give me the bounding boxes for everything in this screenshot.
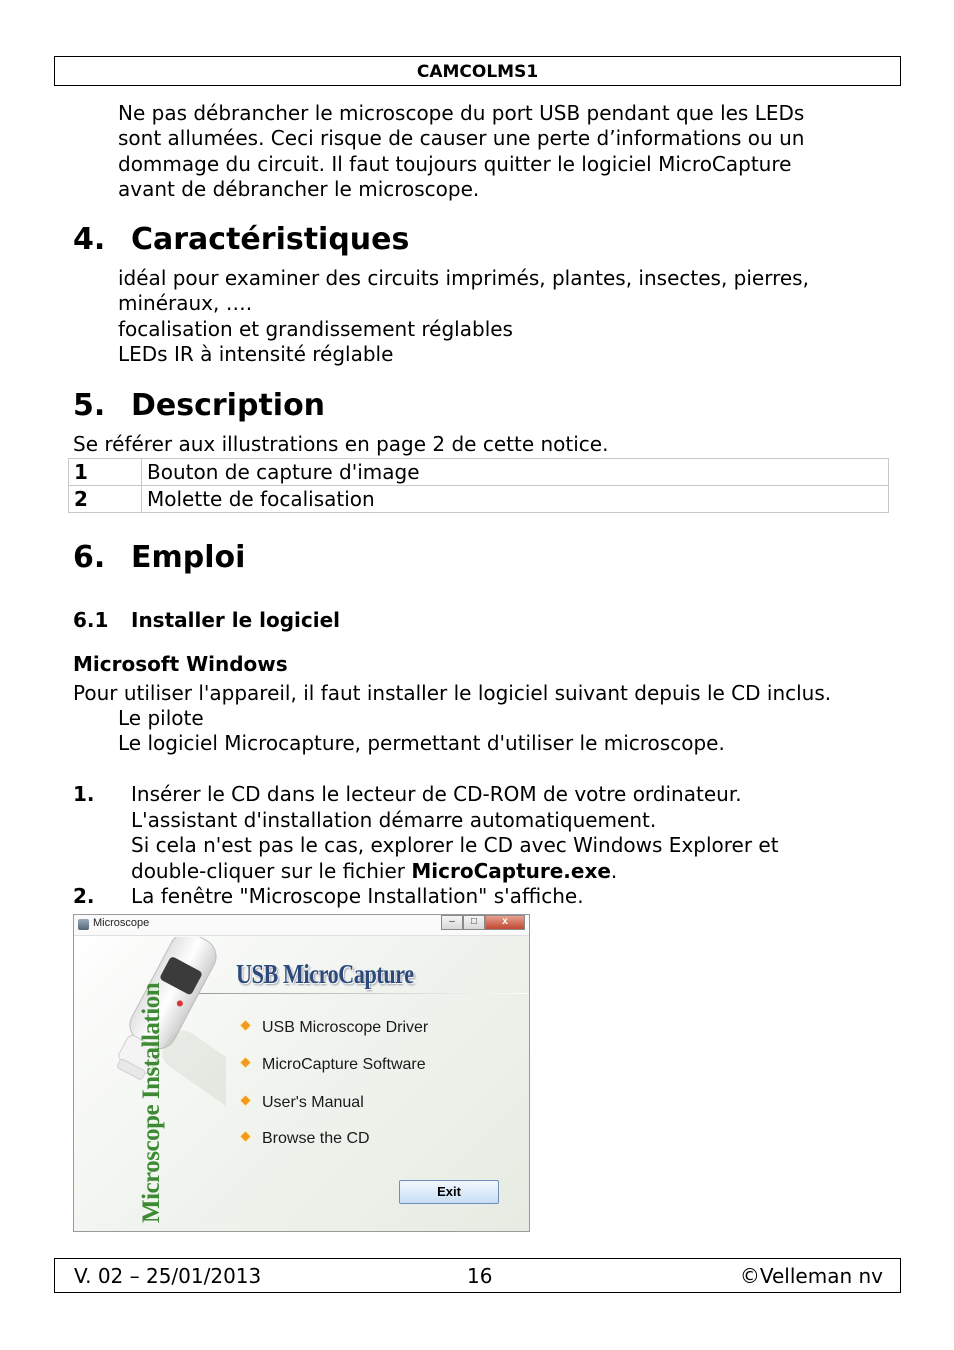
description-table — [68, 458, 889, 513]
subsection-title: Installer le logiciel — [131, 608, 341, 632]
footer — [54, 1258, 901, 1293]
menu-item-driver[interactable] — [242, 1019, 428, 1037]
menu-item-browse[interactable] — [242, 1130, 370, 1148]
menu-item-label: MicroCapture Software — [262, 1056, 426, 1073]
step-line: La fenêtre "Microscope Installation" s'affiche. — [131, 884, 584, 908]
title-divider — [199, 993, 530, 994]
menu-item-label: User's Manual — [262, 1094, 364, 1111]
maximize-icon[interactable]: □ — [463, 915, 485, 930]
step-line: Si cela n'est pas le cas, explorer le CD avec Windows Explorer et — [131, 833, 779, 857]
step-number: 1. — [73, 782, 95, 806]
step-2 — [73, 884, 779, 910]
feature-line: focalisation et grandissement réglables — [118, 317, 513, 341]
window-controls — [441, 915, 525, 929]
section-number: 6. — [73, 540, 106, 575]
section-5-heading — [73, 388, 325, 424]
bullet-diamond-icon — [241, 1021, 251, 1031]
window-titlebar — [74, 915, 529, 936]
table-cell-label: Bouton de capture d'image — [142, 459, 889, 486]
menu-item-software[interactable] — [242, 1056, 426, 1074]
section-title: Caractéristiques — [131, 222, 410, 257]
header-doc-code: CAMCOLMS1 — [54, 56, 901, 86]
table-row — [69, 486, 889, 513]
filename: MicroCapture.exe — [411, 858, 611, 883]
bullet-diamond-icon — [241, 1096, 251, 1106]
page-number: 16 — [467, 1264, 493, 1288]
section-title: Description — [131, 388, 326, 423]
intro-line: avant de débrancher le microscope. — [118, 177, 480, 201]
step-text: double-cliquer sur le fichier — [131, 858, 412, 883]
installer-window — [73, 914, 530, 1232]
feature-line: minéraux, …. — [118, 291, 253, 315]
menu-item-label: USB Microscope Driver — [262, 1019, 429, 1036]
intro-line: Ne pas débrancher le microscope du port USB pendant que les LEDs — [118, 101, 805, 125]
table-row — [69, 459, 889, 486]
feature-line: LEDs IR à intensité réglable — [118, 342, 394, 366]
feature-line: idéal pour examiner des circuits imprimés, plantes, insectes, pierres, — [118, 266, 809, 290]
step-line: Insérer le CD dans le lecteur de CD-ROM de votre ordinateur. — [131, 782, 742, 806]
description-intro: Se référer aux illustrations en page 2 de cette notice. — [73, 432, 609, 456]
section-number: 4. — [73, 222, 106, 257]
bullet-diamond-icon — [241, 1058, 251, 1068]
os-intro: Pour utiliser l'appareil, il faut installer le logiciel suivant depuis le CD inclus. — [73, 681, 832, 705]
footer-copyright: ©Velleman nv — [739, 1264, 883, 1288]
close-icon[interactable]: x — [485, 915, 525, 930]
list-item: Le pilote — [118, 706, 204, 730]
subsection-number: 6.1 — [73, 608, 109, 632]
install-steps — [73, 782, 779, 910]
step-line: L'assistant d'installation démarre automatiquement. — [131, 807, 657, 832]
menu-item-manual[interactable] — [242, 1094, 364, 1112]
side-title: Microscope Installation — [138, 982, 165, 1223]
menu-item-label: Browse the CD — [262, 1130, 370, 1147]
section-number: 5. — [73, 388, 106, 423]
app-icon — [78, 919, 89, 930]
step-text: . — [610, 858, 618, 883]
subsection-heading — [73, 608, 340, 632]
section-title: Emploi — [131, 540, 246, 575]
bullet-diamond-icon — [241, 1132, 251, 1142]
exit-button[interactable]: Exit — [399, 1180, 499, 1204]
app-title: USB MicroCapture — [236, 959, 414, 989]
window-title: Microscope — [93, 917, 150, 929]
list-item: Le logiciel Microcapture, permettant d'utiliser le microscope. — [118, 731, 725, 755]
table-cell-number: 2 — [69, 486, 142, 513]
table-cell-number: 1 — [69, 459, 142, 486]
step-number: 2. — [73, 884, 95, 908]
step-line — [131, 859, 779, 885]
footer-version: V. 02 – 25/01/2013 — [74, 1264, 262, 1288]
table-cell-label: Molette de focalisation — [142, 486, 889, 513]
intro-line: dommage du circuit. Il faut toujours quitter le logiciel MicroCapture — [118, 152, 792, 176]
minimize-icon[interactable]: – — [441, 915, 463, 930]
section-4-heading — [73, 222, 409, 258]
os-heading: Microsoft Windows — [73, 652, 288, 676]
intro-line: sont allumées. Ceci risque de causer une perte d’informations ou un — [118, 126, 805, 150]
step-1 — [73, 782, 779, 884]
section-6-heading — [73, 540, 245, 576]
